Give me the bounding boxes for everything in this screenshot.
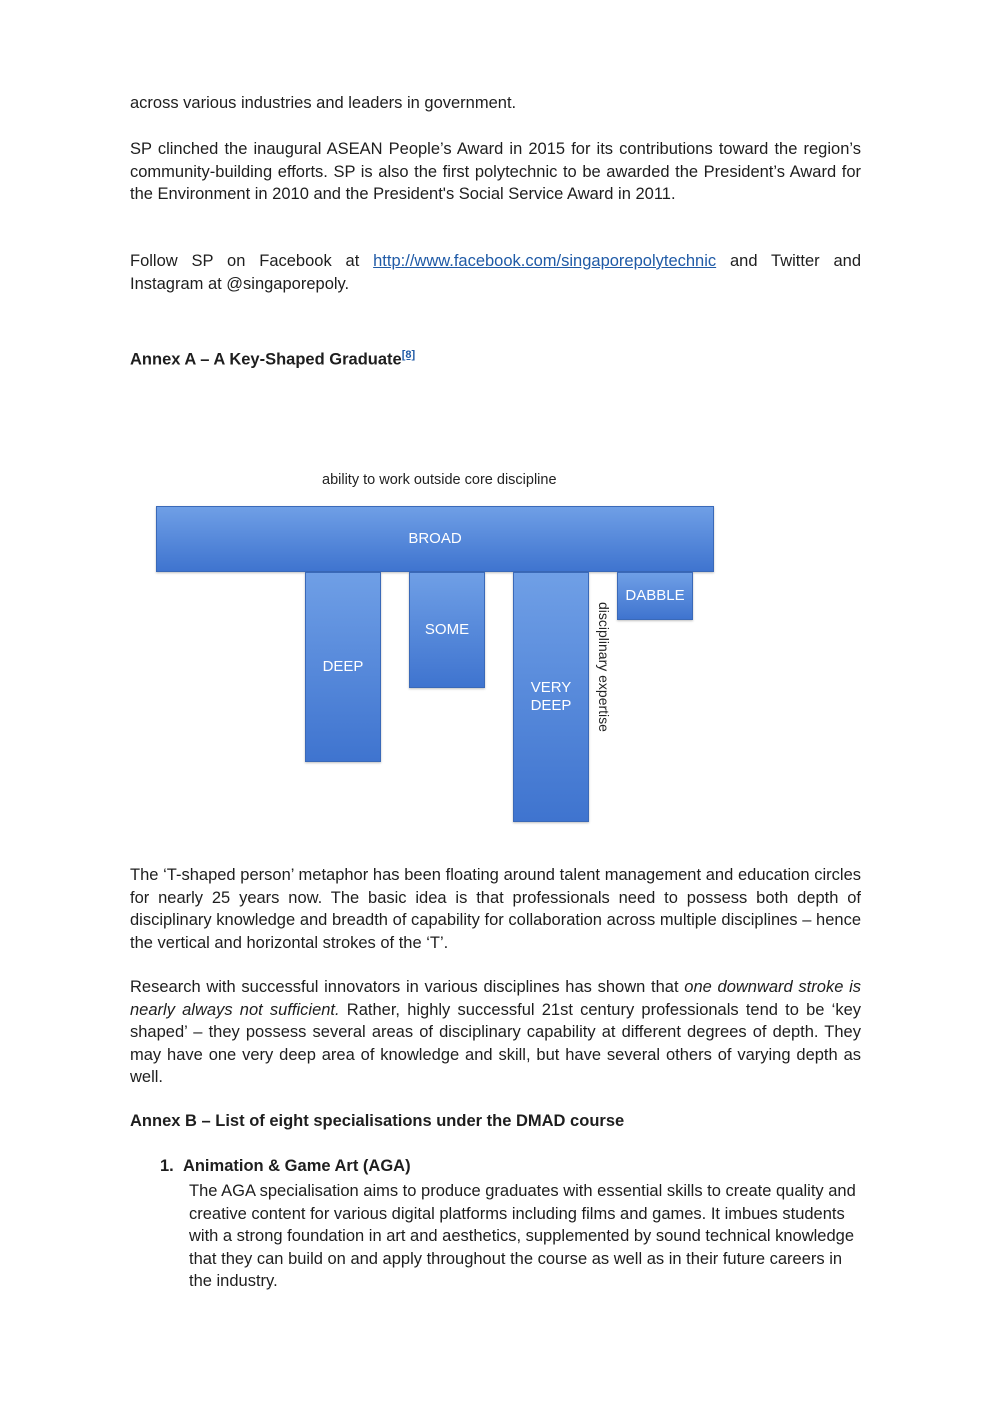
intro-paragraph-1: across various industries and leaders in government. — [130, 94, 517, 112]
footnote-link[interactable]: [8] — [401, 349, 416, 361]
specialisation-1-title — [160, 1157, 411, 1176]
annex-a-title: Annex A – A Key-Shaped Graduate — [130, 350, 402, 369]
specialisation-1-body: The AGA specialisation aims to produce graduates with essential skills to create quality and creative content for various digital platforms including films and games. It imbues students with a strong foundation in art and aesthetics, supplemented by sound technical knowledge that they can build on and apply throughout the course as well as in their future careers in the industry. — [189, 1182, 856, 1290]
annex-a-paragraph-1: The ‘T-shaped person’ metaphor has been floating around talent management and education circles for nearly 25 years now. The basic idea is that professionals need to possess both depth of disciplinary knowledge and breadth of capability for collaboration across multiple disciplines – hence the vertical and horizontal strokes of the ‘T’. — [130, 866, 861, 952]
annex-a-heading — [130, 346, 415, 370]
follow-text-tail: and Twitter and Instagram at @singaporepoly. — [130, 252, 861, 293]
bar-broad-label: BROAD — [408, 530, 462, 547]
key-shaped-diagram — [150, 462, 720, 842]
bar-some — [409, 572, 485, 688]
para2-text-tail: Rather, highly successful 21st century professionals tend to be ‘key shaped’ – they possess several areas of disciplinary capability at different degrees of depth. They may have one very deep area of knowledge and skill, but have several others of varying depth as well. — [130, 1000, 861, 1086]
annex-a-paragraph-2 — [130, 976, 861, 1089]
para2-text: Research with successful innovators in various disciplines has shown that — [130, 978, 685, 996]
specialisation-1-name: Animation & Game Art (AGA) — [182, 1157, 411, 1175]
diagram-top-caption: ability to work outside core discipline — [322, 472, 557, 488]
bar-very-deep-label-1: VERY — [530, 679, 572, 696]
bar-dabble-label: DABBLE — [625, 587, 685, 604]
annex-b-heading: Annex B – List of eight specialisations under the DMAD course — [130, 1112, 625, 1130]
bar-deep — [305, 572, 381, 762]
bar-very-deep-label-2: DEEP — [530, 697, 572, 714]
bar-broad — [156, 506, 714, 572]
bar-some-label: SOME — [424, 621, 470, 638]
follow-text: Follow SP on Facebook at — [130, 252, 374, 270]
facebook-link[interactable]: http://www.facebook.com/singaporepolytechnic — [373, 252, 717, 270]
intro-paragraph-3 — [130, 250, 861, 295]
specialisation-1-number: 1. — [160, 1157, 174, 1175]
diagram-side-caption: disciplinary expertise — [596, 602, 612, 732]
bar-dabble — [617, 572, 693, 620]
bar-deep-label: DEEP — [322, 658, 364, 675]
bar-very-deep — [513, 572, 589, 822]
intro-paragraph-2: SP clinched the inaugural ASEAN People’s Award in 2015 for its contributions toward the region’s community-building efforts. SP is also the first polytechnic to be awarded the President’s Award for the Environment in 2010 and the President's Social Service Award in 2011. — [130, 140, 861, 203]
para2-emphasis: one downward stroke is nearly always not sufficient. — [130, 978, 862, 1019]
